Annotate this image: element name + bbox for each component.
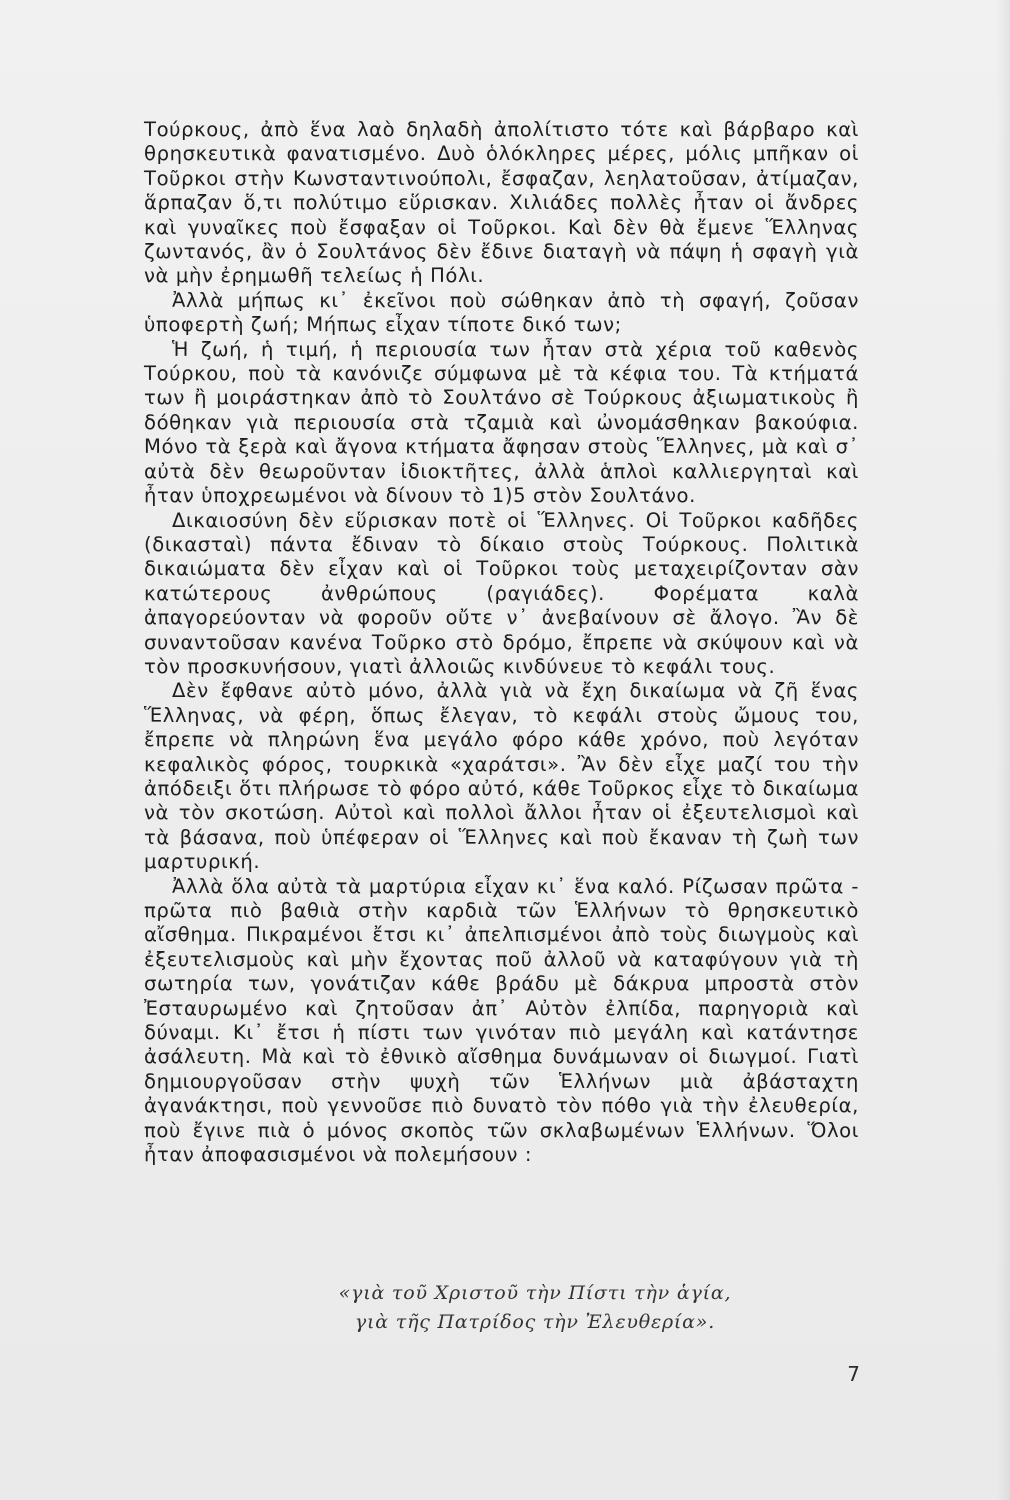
page-number: 7 (847, 1362, 860, 1386)
verse-line-2: γιὰ τῆς Πατρίδος τὴν Ἐλευθερία». (354, 1311, 716, 1333)
verse-line-1: «γιὰ τοῦ Χριστοῦ τὴν Πίστι τὴν ἁγία, (338, 1282, 732, 1304)
paragraph-5: Δὲν ἔφθανε αὐτὸ μόνο, ἀλλὰ γιὰ νὰ ἔχη δικαίωμα νὰ ζῆ ἕνας Ἕλληνας, νὰ φέρη, ὅπως ἔλεγαν, τὸ κεφάλι στοὺς ὤμους του, ἔπρεπε νὰ πληρώνη ἕνα μεγάλο φόρο κάθε χρόνο, ποὺ λεγόταν κεφαλικὸς φόρος, τουρκικὰ «χαράτσι». Ἂν δὲν εἶχε μαζί του τὴν ἀπόδειξι ὅτι πλήρωσε τὸ φόρο αὐτό, κάθε Τοῦρκος εἶχε τὸ δικαίωμα νὰ τὸν σκοτώση. Αὐτοὶ καὶ πολλοὶ ἄλλοι ἦταν οἱ ἐξευτελισμοὶ καὶ τὰ βάσανα, ποὺ ὑπέφεραν οἱ Ἕλληνες καὶ ποὺ ἔκαναν τὴ ζωὴ των μαρτυρική. (144, 679, 859, 874)
paragraph-2: Ἀλλὰ μήπως κι᾿ ἐκεῖνοι ποὺ σώθηκαν ἀπὸ τὴ σφαγή, ζοῦσαν ὑποφερτὴ ζωή; Μήπως εἶχαν τίποτε δικό των; (144, 288, 859, 337)
body-text (144, 118, 859, 1167)
paragraph-1: Τούρκους, ἀπὸ ἕνα λαὸ δηλαδὴ ἀπολίτιστο τότε καὶ βάρβαρο καὶ θρησκευτικὰ φανατισμένο. Δυὸ ὁλόκληρες μέρες, μόλις μπῆκαν οἱ Τοῦρκοι στὴν Κωνσταντινούπολι, ἔσφαζαν, λεηλατοῦσαν, ἀτίμαζαν, ἅρπαζαν ὅ,τι πολύτιμο εὕρισκαν. Χιλιάδες πολλὲς ἦταν οἱ ἄνδρες καὶ γυναῖκες ποὺ ἔσφαξαν οἱ Τοῦρκοι. Καὶ δὲν θὰ ἔμενε Ἕλληνας ζωντανός, ἂν ὁ Σουλτάνος δὲν ἔδινε διαταγὴ νὰ πάψη ἡ σφαγὴ γιὰ νὰ μὴν ἐρημωθῆ τελείως ἡ Πόλι. (144, 118, 859, 288)
page-edge-shadow (996, 0, 1010, 1500)
paragraph-6: Ἀλλὰ ὅλα αὐτὰ τὰ μαρτύρια εἶχαν κι᾿ ἕνα καλό. Ρίζωσαν πρῶτα - πρῶτα πιὸ βαθιὰ στὴν καρδιὰ τῶν Ἑλλήνων τὸ θρησκευτικὸ αἴσθημα. Πικραμένοι ἔτσι κι᾿ ἀπελπισμένοι ἀπὸ τοὺς διωγμοὺς καὶ ἐξευτελισμοὺς καὶ μὴν ἔχοντας ποῦ ἀλλοῦ νὰ καταφύγουν γιὰ τὴ σωτηρία των, γονάτιζαν κάθε βράδυ μὲ δάκρυα μπροστὰ στὸν Ἐσταυρωμένο καὶ ζητοῦσαν ἀπ᾿ Αὐτὸν ἐλπίδα, παρηγοριὰ καὶ δύναμι. Κι᾿ ἔτσι ἡ πίστι των γινόταν πιὸ μεγάλη καὶ κατάντησε ἀσάλευτη. Μὰ καὶ τὸ ἐθνικὸ αἴσθημα δυνάμωναν οἱ διωγμοί. Γιατὶ δημιουργοῦσαν στὴν ψυχὴ τῶν Ἑλλήνων μιὰ ἀβάσταχτη ἀγανάκτησι, ποὺ γεννοῦσε πιὸ δυνατὸ τὸν πόθο γιὰ τὴν ἐλευθερία, ποὺ ἔγινε πιὰ ὁ μόνος σκοπὸς τῶν σκλαβωμένων Ἑλλήνων. Ὅλοι ἦταν ἀποφασισμένοι νὰ πολεμήσουν : (144, 874, 859, 1167)
paragraph-3: Ἡ ζωή, ἡ τιμή, ἡ περιουσία των ἦταν στὰ χέρια τοῦ καθενὸς Τούρκου, ποὺ τὰ κανόνιζε σύμφωνα μὲ τὰ κέφια του. Τὰ κτήματά των ἢ μοιράστηκαν ἀπὸ τὸ Σουλτάνο σὲ Τούρκους ἀξιωματικοὺς ἢ δόθηκαν γιὰ περιουσία στὰ τζαμιὰ καὶ ὠνομάσθηκαν βακούφια. Μόνο τὰ ξερὰ καὶ ἄγονα κτήματα ἄφησαν στοὺς Ἕλληνες, μὰ καὶ σ᾿ αὐτὰ δὲν θεωροῦνταν ἰδιοκτῆτες, ἀλλὰ ἁπλοὶ καλλιεργηταὶ καὶ ἦταν ὑποχρεωμένοι νὰ δίνουν τὸ 1)5 στὸν Σουλτάνο. (144, 337, 859, 508)
paragraph-4: Δικαιοσύνη δὲν εὕρισκαν ποτὲ οἱ Ἕλληνες. Οἱ Τοῦρκοι καδῆδες (δικασταὶ) πάντα ἔδιναν τὸ δίκαιο στοὺς Τούρκους. Πολιτικὰ δικαιώματα δὲν εἶχαν καὶ οἱ Τοῦρκοι τοὺς μεταχειρίζονταν σὰν κατώτερους ἀνθρώπους (ραγιάδες). Φορέματα καλὰ ἀπαγορεύονταν νὰ φοροῦν οὔτε ν᾿ ἀνεβαίνουν σὲ ἄλογο. Ἂν δὲ συναντοῦσαν κανένα Τοῦρκο στὸ δρόμο, ἔπρεπε νὰ σκύψουν καὶ νὰ τὸν προσκυνήσουν, γιατὶ ἀλλοιῶς κινδύνευε τὸ κεφάλι τους. (144, 508, 859, 678)
